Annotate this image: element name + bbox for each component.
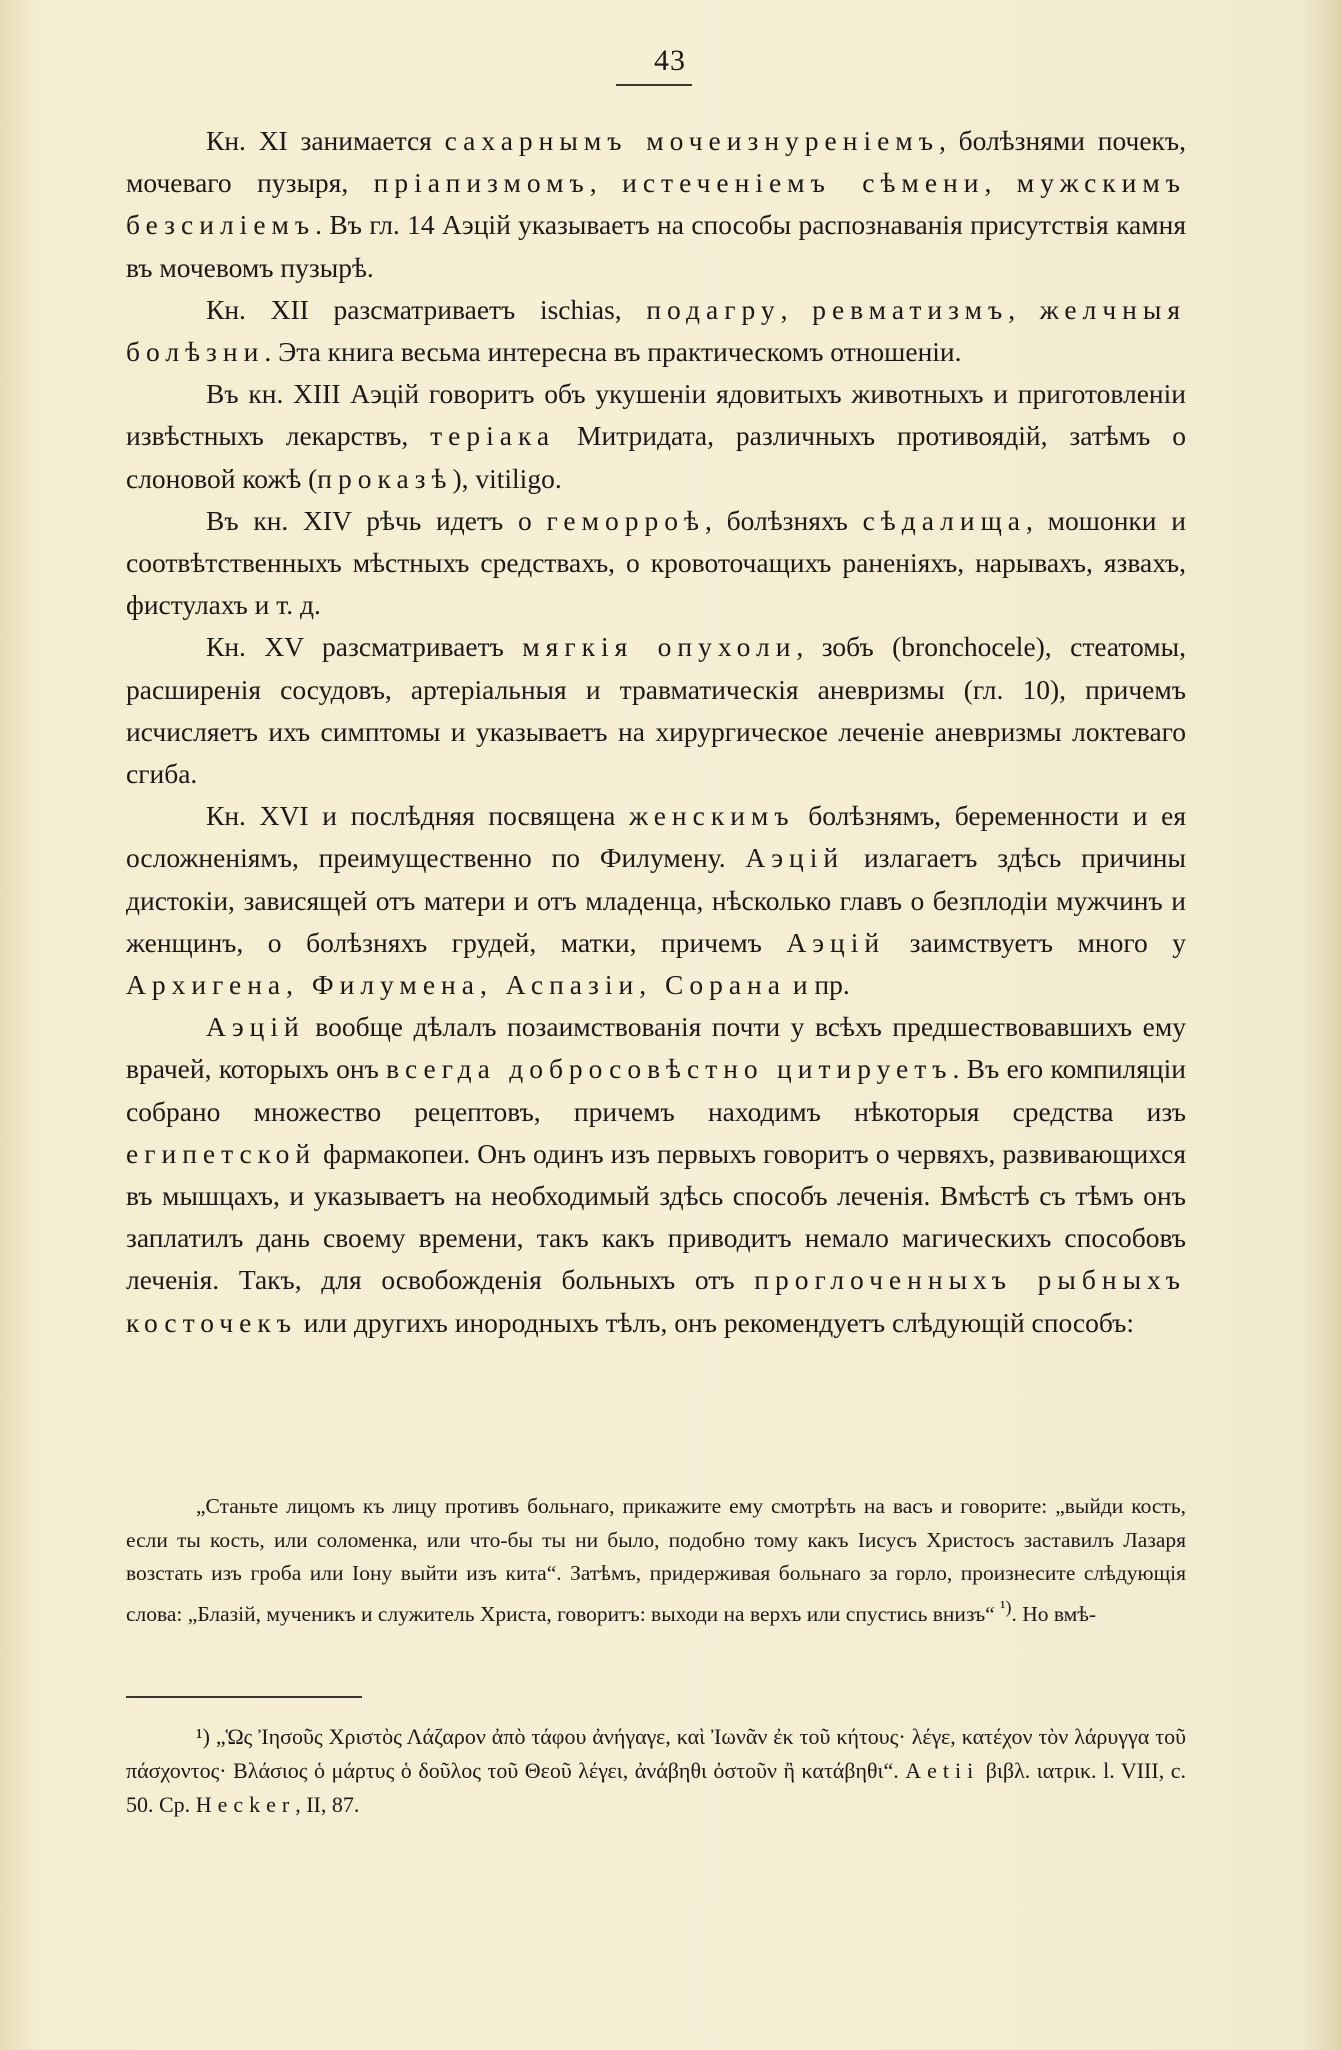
spaced-text: Аэцій <box>745 842 845 874</box>
text-run: Кн. XV разсматриваетъ <box>206 631 523 663</box>
footnote-greek-text: „Ὡς Ἰησοῦς Χριστὸς Λάζαρον ἀπὸ τάφου ἀνήγαγε, καὶ Ἰωνᾶν ἐκ τοῦ κήτους· λέγε, κατέχον τὸν λάρυγγα τοῦ πάσχοντος· Βλάσιος ὁ μάρτυς ὁ δοῦλος τοῦ Θεοῦ λέγει, ἀνάβηθι ὀστοῦν ἢ κατάβηθι“. <box>126 1724 1186 1783</box>
text-run: , <box>984 167 1017 199</box>
paragraph-book-11 <box>126 120 1186 289</box>
footnote-author: Aetii <box>905 1758 980 1783</box>
text-run: Кн. XI занимается <box>206 125 445 156</box>
spaced-text: сѣдалища <box>862 504 1026 536</box>
paragraph-book-12 <box>126 289 1186 373</box>
spaced-text: желчныя болѣзни <box>126 293 1186 368</box>
text-run: заимствуетъ много у <box>885 926 1186 958</box>
text-run: Кн. XVI и послѣдняя посвящена <box>206 800 630 832</box>
quote-text: „Станьте лицомъ къ лицу противъ больнаго, прикажите ему смотрѣть на васъ и говорите: „выйди кость, если ты кость, или соломенка, или что-бы ты ни было, подобно тому какъ Іисусъ Христосъ заставилъ Лазаря возстать изъ гроба или Іону выйти изъ кита“. Затѣмъ, придерживая больнаго за горло, произнесите слѣдующія слова: „Блазій, мученикъ и служитель Христа, говоритъ: выходи на верхъ или спустись внизъ“ <box>126 1494 1186 1626</box>
text-run: вообще дѣлалъ позаимствованія почти у всѣхъ предшествовавшихъ ему врачей, которыхъ онъ <box>126 1011 1186 1085</box>
text-run: и пр. <box>785 969 850 1001</box>
text-run: Въ кн. XIII Аэцій говоритъ объ укушеніи ядовитыхъ животныхъ и приготовленіи извѣстныхъ лекарствъ, <box>126 378 1186 452</box>
paragraph-book-13 <box>126 373 1186 500</box>
paragraph-book-15 <box>126 626 1186 795</box>
text-run: фармакопеи. Онъ одинъ изъ первыхъ говоритъ о червяхъ, развивающихся въ мышцахъ, и указываетъ на необходимый здѣсь способъ леченія. Вмѣстѣ съ тѣмъ онъ заплатилъ дань своему времени, такъ какъ приводитъ немало магическихъ способовъ леченія. Такъ, для освобожденія больныхъ отъ <box>126 1137 1186 1296</box>
spaced-text: женскимъ <box>629 800 795 832</box>
text-run: , болѣзняхъ <box>704 504 863 536</box>
spaced-text: подагру <box>646 293 781 325</box>
paragraph-book-14 <box>126 500 1186 627</box>
spaced-text: мужскимъ безсиліемъ <box>126 167 1186 241</box>
text-run: Въ кн. XIV рѣчь идетъ о <box>206 504 547 536</box>
spaced-text: мягкія опухоли <box>522 631 797 663</box>
quote-tail: . Но вмѣ- <box>1011 1601 1097 1626</box>
text-run: излагаетъ здѣсь причины дистокіи, зависящей отъ матери и отъ младенца, нѣсколько главъ о безплодіи мужчинъ и женщинъ, о болѣзняхъ грудей, матки, причемъ <box>126 842 1186 958</box>
footnote-reference-text: βιβλ. ιατρικ. l. VIII, c. 50. Cp. <box>126 1758 1186 1817</box>
spaced-text: египетской <box>126 1137 317 1169</box>
spaced-text: Аэцій <box>206 1011 305 1043</box>
text-run: или другихъ инородныхъ тѣлъ, онъ рекомендуетъ слѣдующій способъ: <box>296 1306 1135 1338</box>
text-run: , мошонки и соотвѣтственныхъ мѣстныхъ средствахъ, о кровоточащихъ раненіяхъ, нарывахъ, язвахъ, фистулахъ и т. д. <box>126 504 1186 621</box>
text-run: , зобъ (bronchocele), стеатомы, расширенія сосудовъ, артеріальныя и травматическія аневризмы (гл. 10), причемъ исчисляетъ ихъ симптомы и указываетъ на хирургическое леченіе аневризмы локтеваго сгиба. <box>126 631 1187 790</box>
quoted-incantation <box>126 1490 1186 1631</box>
text-run: , болѣзнями почекъ, мочеваго пузыря, <box>126 125 1186 199</box>
page-number-rule <box>616 84 692 86</box>
main-text <box>126 120 1186 1344</box>
spaced-text: Архигена, Филумена, Аспазіи, Сорана <box>126 969 786 1001</box>
spaced-text: теріака <box>430 420 556 452</box>
spaced-text: Аэцій <box>786 926 886 958</box>
text-run: , <box>1008 293 1040 325</box>
footnote-tail: , II, 87. <box>295 1792 360 1817</box>
footnote-separator <box>126 1696 362 1698</box>
footnote-marker: ¹) <box>196 1724 210 1749</box>
spaced-text: всегда добросовѣстно цитируетъ <box>386 1053 953 1085</box>
footnote <box>126 1720 1186 1822</box>
quote-paragraph <box>126 1490 1186 1631</box>
text-run: . Эта книга весьма интересна въ практическомъ отношеніи. <box>264 336 962 368</box>
spaced-text: истеченіемъ сѣмени <box>622 167 985 199</box>
text-run: болѣзнямъ, беременности и ея осложненіямъ, преимущественно по Филумену. <box>126 800 1186 874</box>
text-run: ), vitiligo. <box>452 462 562 494</box>
page-number: 43 <box>654 44 686 77</box>
spaced-text: пріапизмомъ <box>373 167 590 199</box>
text-run: Кн. XII разсматриваетъ ischias, <box>206 293 647 325</box>
spaced-text: ревматизмъ <box>812 293 1009 325</box>
text-run: , <box>780 293 813 325</box>
text-run: , <box>589 167 623 199</box>
footnote-reference: ¹) <box>1000 1596 1012 1617</box>
spaced-text: сахарнымъ мочеизнуреніемъ <box>444 125 939 156</box>
text-run: . Въ его компиляціи собрано множество рецептовъ, причемъ находимъ нѣкоторыя средства изъ <box>126 1053 1186 1127</box>
footnote-hecker: Hecker <box>195 1792 296 1817</box>
text-run: Митридата, различныхъ противоядій, затѣмъ о слоновой кожѣ ( <box>126 420 1186 494</box>
spaced-text: проглоченныхъ рыбныхъ косточекъ <box>126 1264 1186 1338</box>
footnote-paragraph <box>126 1720 1186 1822</box>
paragraph-aetius-borrowings <box>126 1006 1186 1344</box>
spaced-text: геморроѣ <box>546 504 705 536</box>
spaced-text: проказѣ <box>317 462 453 494</box>
paragraph-book-16 <box>126 795 1186 1006</box>
text-run: . Въ гл. 14 Аэцій указываетъ на способы распознаванія присутствія камня въ мочевомъ пузырѣ. <box>126 209 1186 283</box>
